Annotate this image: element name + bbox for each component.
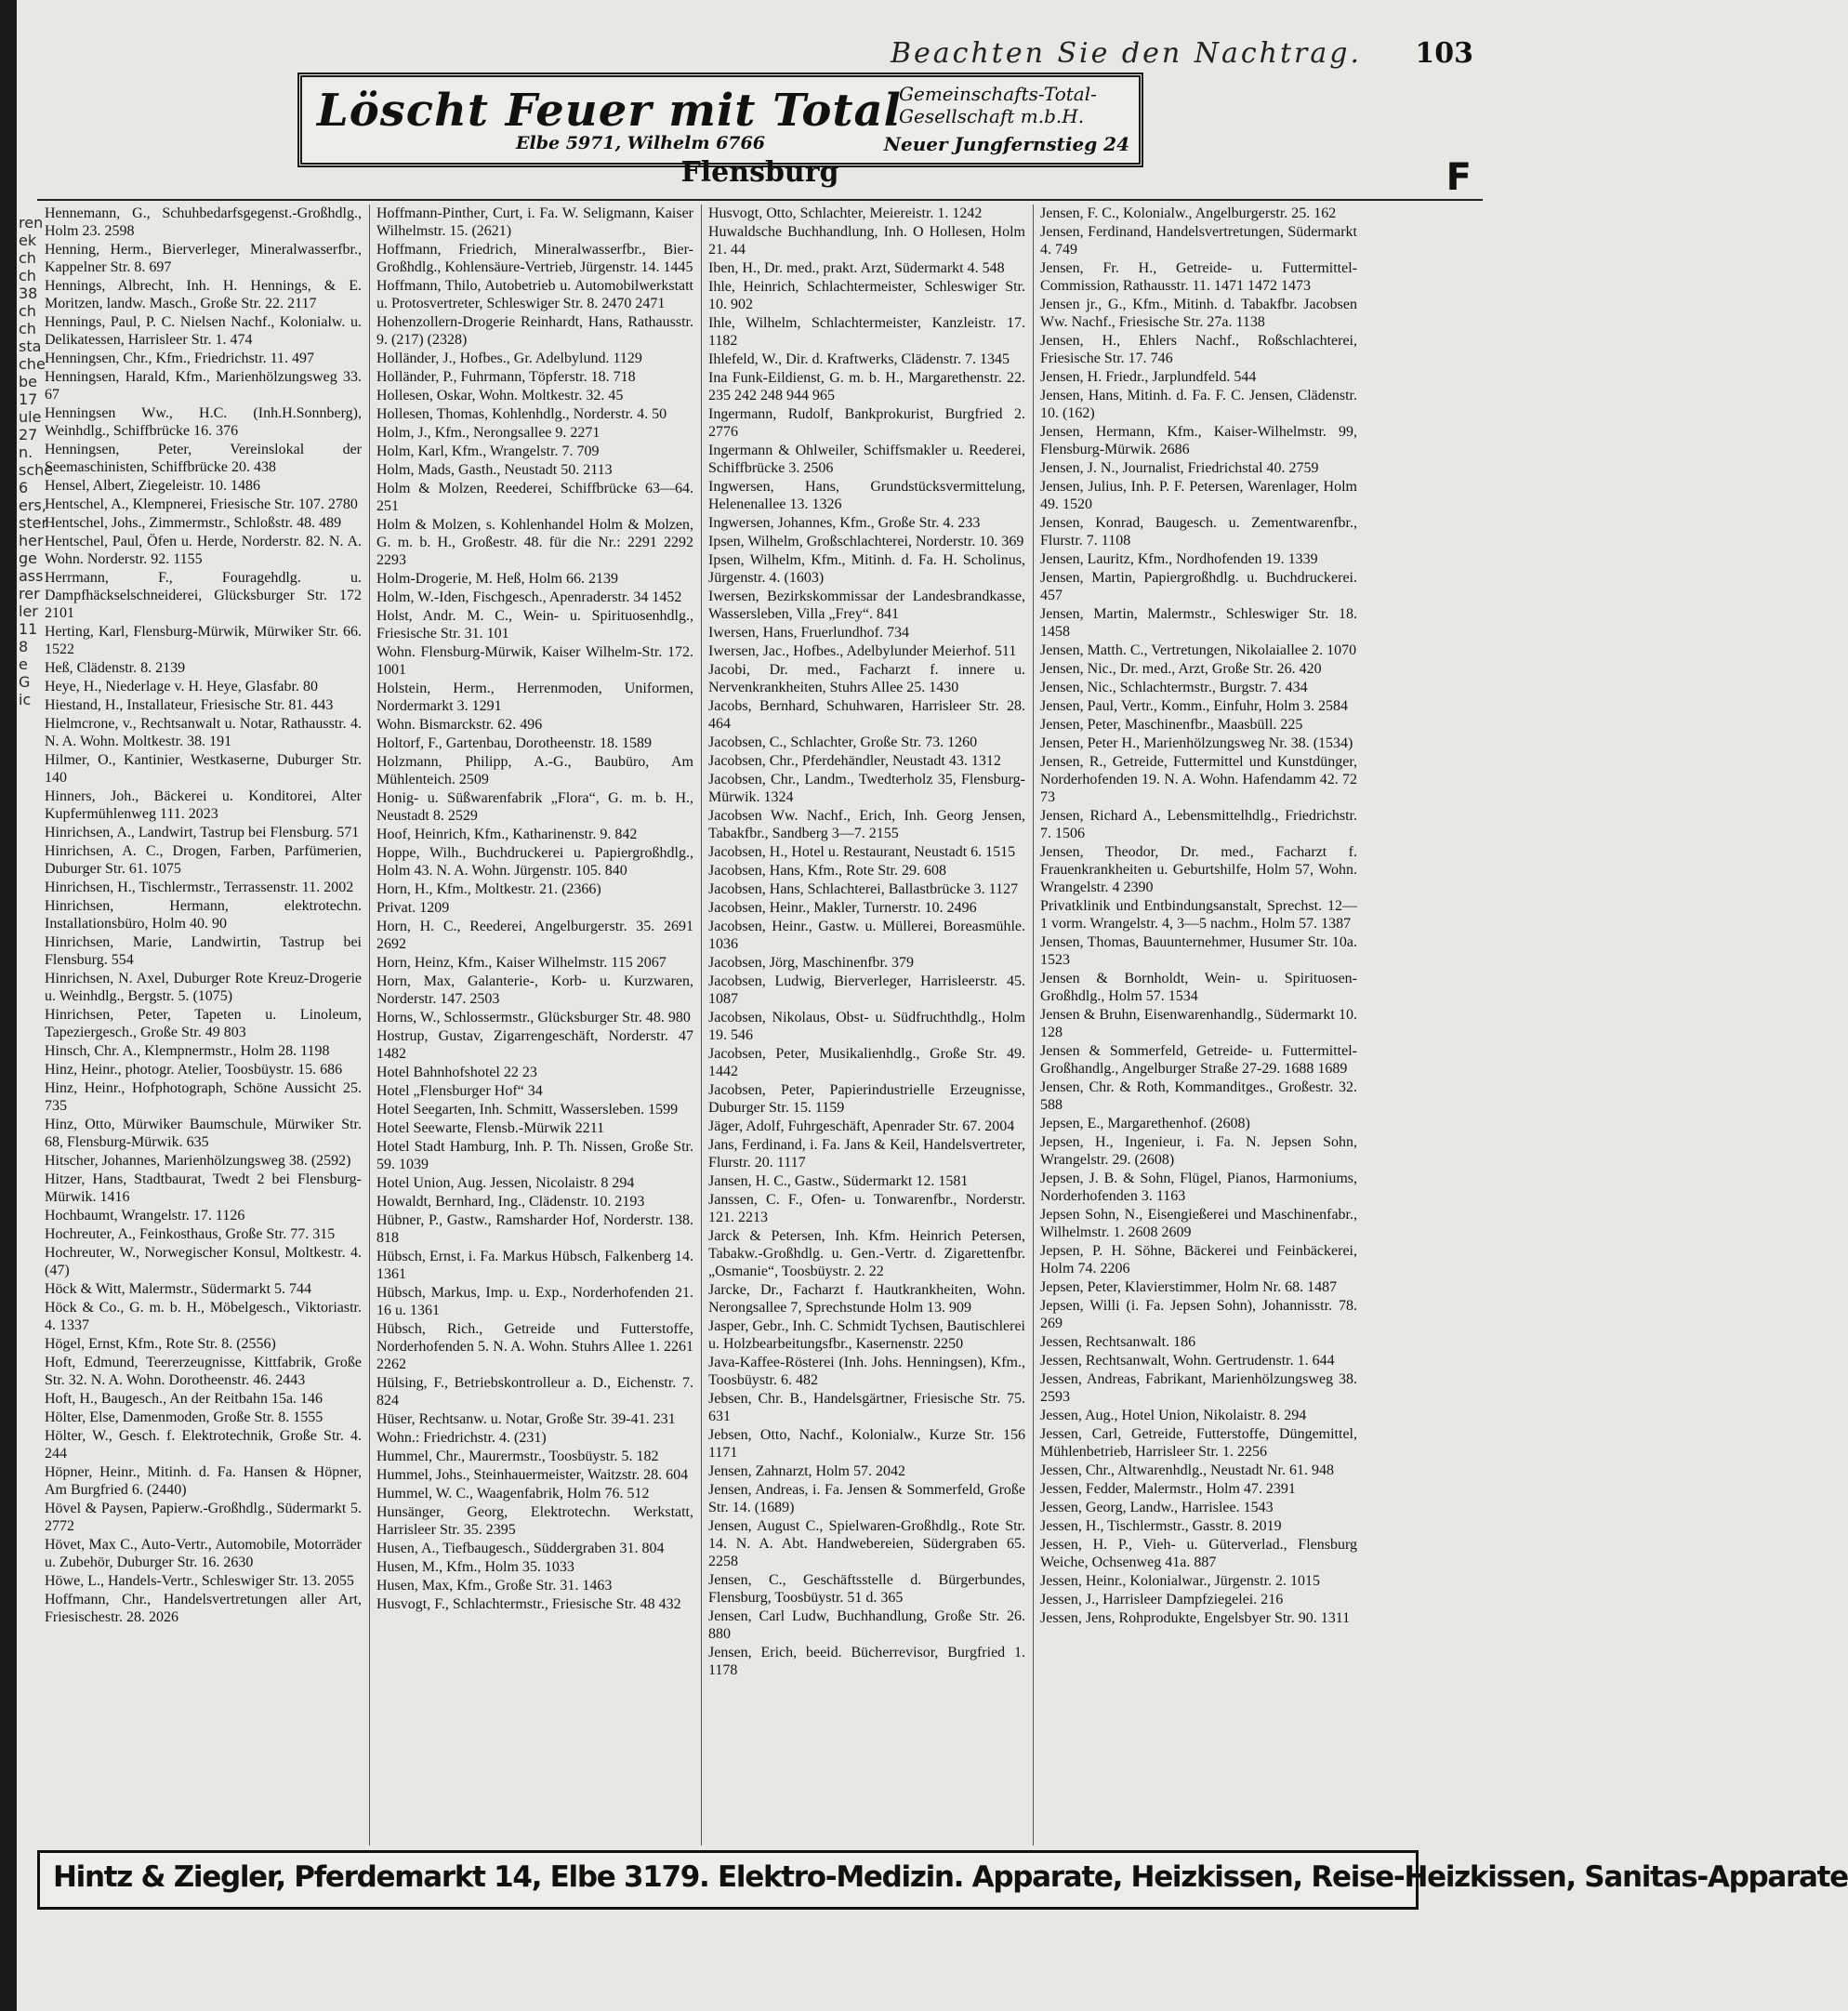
- directory-entry: Jensen, August C., Spielwaren-Großhdlg., Rote Str. 14. N. A. Abt. Handwebereien, Südergraben 65. 2258: [708, 1518, 1025, 1569]
- directory-entry: Iwersen, Jac., Hofbes., Adelbylunder Meierhof. 511: [708, 643, 1017, 659]
- directory-entry: Jacobsen, Nikolaus, Obst- u. Südfruchthdlg., Holm 19. 546: [708, 1010, 1025, 1043]
- directory-entry: Hinners, Joh., Bäckerei u. Konditorei, Alter Kupfermühlenweg 111. 2023: [45, 788, 362, 822]
- header-rule: [37, 199, 1483, 201]
- directory-entry: Ipsen, Wilhelm, Kfm., Mitinh. d. Fa. H. Scholinus, Jürgenstr. 4. (1603): [708, 552, 1025, 586]
- directory-entry: Hotel Stadt Hamburg, Inh. P. Th. Nissen, Große Str. 59. 1039: [376, 1139, 693, 1172]
- directory-entry: Jessen, H., Tischlermstr., Gasstr. 8. 2019: [1040, 1518, 1282, 1534]
- column-divider: [369, 205, 370, 1846]
- directory-entry: Hoffmann, Thilo, Autobetrieb u. Automobilwerkstatt u. Protosvertreter, Schleswiger Str. 8. 2470 2471: [376, 278, 693, 311]
- banner-company-name: Löscht Feuer mit Total: [317, 85, 902, 137]
- column-divider: [701, 205, 702, 1846]
- directory-entry: Ipsen, Wilhelm, Großschlachterei, Norderstr. 10. 369: [708, 534, 1024, 549]
- directory-entry: Hoof, Heinrich, Kfm., Katharinenstr. 9. 842: [376, 827, 638, 842]
- directory-entry: Hummel, Johs., Steinhauermeister, Waitzstr. 28. 604: [376, 1467, 689, 1483]
- directory-entry: Holm, J., Kfm., Nerongsallee 9. 2271: [376, 425, 601, 441]
- directory-entry: Hitscher, Johannes, Marienhölzungsweg 38. (2592): [45, 1153, 351, 1169]
- directory-entry: Henningsen, Peter, Vereinslokal der Seemaschinisten, Schiffbrücke 20. 438: [45, 442, 362, 475]
- directory-entry: Hülsing, F., Betriebskontrolleur a. D., Eichenstr. 7. 824: [376, 1375, 693, 1409]
- directory-entry: Hinrichsen, Hermann, elektrotechn. Installationsbüro, Holm 40. 90: [45, 898, 362, 932]
- directory-entry: Wohn.: Friedrichstr. 4. (231): [376, 1430, 547, 1446]
- directory-entry: Jacobsen, Ludwig, Bierverleger, Harrisleerstr. 45. 1087: [708, 973, 1025, 1007]
- directory-entry: Ihle, Wilhelm, Schlachtermeister, Kanzleistr. 17. 1182: [708, 315, 1025, 349]
- directory-entry: Hollesen, Thomas, Kohlenhdlg., Norderstr. 4. 50: [376, 406, 667, 422]
- directory-entry: Holm & Molzen, Reederei, Schiffbrücke 63—64. 251: [376, 481, 693, 514]
- directory-entry: Jensen, F. C., Kolonialw., Angelburgerstr. 25. 162: [1040, 205, 1337, 221]
- directory-entry: Iwersen, Bezirkskommissar der Landesbrandkasse, Wassersleben, Villa „Frey“. 841: [708, 589, 1025, 622]
- directory-entry: Honig- u. Süßwarenfabrik „Flora“, G. m. b. H., Neustadt 8. 2529: [376, 790, 693, 824]
- directory-entry: Ingwersen, Johannes, Kfm., Große Str. 4. 233: [708, 515, 981, 531]
- directory-entry: Hübsch, Ernst, i. Fa. Markus Hübsch, Falkenberg 14. 1361: [376, 1249, 693, 1282]
- directory-entry: Jensen, Thomas, Bauunternehmer, Husumer Str. 10a. 1523: [1040, 934, 1357, 968]
- page-number: 103: [1415, 37, 1473, 70]
- directory-entry: Horn, Max, Galanterie-, Korb- u. Kurzwaren, Norderstr. 147. 2503: [376, 973, 693, 1007]
- directory-entry: Henningsen Ww., H.C. (Inh.H.Sonnberg), Weinhdlg., Schiffbrücke 16. 376: [45, 405, 362, 439]
- directory-entry: Hotel Union, Aug. Jessen, Nicolaistr. 8 294: [376, 1175, 635, 1191]
- directory-entry: Iwersen, Hans, Fruerlundhof. 734: [708, 625, 909, 641]
- directory-entry: Holstein, Herm., Herrenmoden, Uniformen, Nordermarkt 3. 1291: [376, 681, 693, 714]
- directory-entry: Jepsen, E., Margarethenhof. (2608): [1040, 1116, 1250, 1131]
- directory-entry: Hoffmann, Friedrich, Mineralwasserfbr., Bier-Großhdlg., Kohlensäure-Vertrieb, Jürgenstr. 14. 1445: [376, 242, 693, 275]
- directory-entry: Jensen, Zahnarzt, Holm 57. 2042: [708, 1463, 905, 1479]
- directory-entry: Holst, Andr. M. C., Wein- u. Spirituosenhdlg., Friesische Str. 31. 101: [376, 608, 693, 642]
- directory-entry: Hielmcrone, v., Rechtsanwalt u. Notar, Rathausstr. 4. N. A. Wohn. Moltkestr. 38. 191: [45, 716, 362, 749]
- directory-entry: Henningsen, Chr., Kfm., Friedrichstr. 11. 497: [45, 351, 315, 366]
- directory-entry: Janssen, C. F., Ofen- u. Tonwarenfbr., Norderstr. 121. 2213: [708, 1192, 1025, 1225]
- directory-entry: Jepsen Sohn, N., Eisengießerei und Maschinenfabr., Wilhelmstr. 1. 2608 2609: [1040, 1207, 1357, 1240]
- directory-entry: Hollesen, Oskar, Wohn. Moltkestr. 32. 45: [376, 388, 624, 404]
- directory-entry: Jensen, Nic., Dr. med., Arzt, Große Str. 26. 420: [1040, 661, 1322, 677]
- directory-entry: Jensen, Andreas, i. Fa. Jensen & Sommerfeld, Große Str. 14. (1689): [708, 1482, 1025, 1515]
- directory-entry: Jensen, Martin, Papiergroßhdlg. u. Buchdruckerei. 457: [1040, 570, 1357, 603]
- directory-entry: Jessen, H. P., Vieh- u. Güterverlad., Flensburg Weiche, Ochsenweg 41a. 887: [1040, 1537, 1357, 1570]
- directory-entry: Jacobs, Bernhard, Schuhwaren, Harrisleer Str. 28. 464: [708, 698, 1025, 732]
- directory-entry: Hunsänger, Georg, Elektrotechn. Werkstatt, Harrisleer Str. 35. 2395: [376, 1504, 693, 1538]
- directory-entry: Jensen, Theodor, Dr. med., Facharzt f. Frauenkrankheiten u. Geburtshilfe, Holm 57, Wohn. Wrangelstr. 4 2390: [1040, 844, 1357, 895]
- directory-entry: Jasper, Gebr., Inh. C. Schmidt Tychsen, Bautischlerei u. Holzbearbeitungsfbr., Kasernenstr. 2250: [708, 1318, 1025, 1352]
- directory-entry: Hoft, H., Baugesch., An der Reitbahn 15a. 146: [45, 1391, 323, 1407]
- directory-entry: Wohn. Bismarckstr. 62. 496: [376, 717, 543, 733]
- directory-entry: Jensen, Chr. & Roth, Kommanditges., Großestr. 32. 588: [1040, 1079, 1357, 1113]
- directory-entry: Hoffmann-Pinther, Curt, i. Fa. W. Seligmann, Kaiser Wilhelmstr. 15. (2621): [376, 205, 693, 239]
- directory-entry: Jepsen, Willi (i. Fa. Jepsen Sohn), Johannisstr. 78. 269: [1040, 1298, 1357, 1331]
- directory-entry: Herrmann, F., Fouragehdlg. u. Dampfhäckselschneiderei, Glücksburger Str. 172 2101: [45, 570, 362, 621]
- directory-entry: Jensen, Paul, Vertr., Komm., Einfuhr, Holm 3. 2584: [1040, 698, 1349, 714]
- directory-entry: Horn, H., Kfm., Moltkestr. 21. (2366): [376, 881, 601, 897]
- directory-entry: Holländer, J., Hofbes., Gr. Adelbylund. 1129: [376, 351, 642, 366]
- directory-entry: Holtorf, F., Gartenbau, Dorotheenstr. 18. 1589: [376, 735, 652, 751]
- directory-entry: Husvogt, F., Schlachtermstr., Friesische Str. 48 432: [376, 1596, 681, 1612]
- directory-entry: Hinrichsen, Peter, Tapeten u. Linoleum, Tapeziergesch., Große Str. 49 803: [45, 1007, 362, 1040]
- directory-entry: Holländer, P., Fuhrmann, Töpferstr. 18. 718: [376, 369, 636, 385]
- directory-entry: Jensen, Matth. C., Vertretungen, Nikolaiallee 2. 1070: [1040, 642, 1357, 658]
- directory-entry: Husvogt, Otto, Schlachter, Meiereistr. 1. 1242: [708, 205, 983, 221]
- directory-entry: Jensen, Richard A., Lebensmittelhdlg., Friedrichstr. 7. 1506: [1040, 808, 1357, 841]
- column-divider: [1033, 205, 1034, 1846]
- column-3: [701, 205, 1033, 1846]
- directory-entry: Hövel & Paysen, Papierw.-Großhdlg., Südermarkt 5. 2772: [45, 1501, 362, 1534]
- city-heading: Flensburg: [680, 156, 839, 189]
- directory-entry: Jacobsen Ww. Nachf., Erich, Inh. Georg Jensen, Tabakfbr., Sandberg 3—7. 2155: [708, 808, 1025, 841]
- directory-entry: Husen, A., Tiefbaugesch., Süddergraben 31. 804: [376, 1541, 665, 1556]
- directory-entry: Heß, Clädenstr. 8. 2139: [45, 660, 186, 676]
- directory-entry: Hinrichsen, N. Axel, Duburger Rote Kreuz-Drogerie u. Weinhdlg., Bergstr. 5. (1075): [45, 971, 362, 1004]
- directory-entry: Hinz, Otto, Mürwiker Baumschule, Mürwiker Str. 68, Flensburg-Mürwik. 635: [45, 1117, 362, 1150]
- directory-entry: Hostrup, Gustav, Zigarrengeschäft, Norderstr. 47 1482: [376, 1028, 693, 1062]
- directory-entry: Hensel, Albert, Ziegeleistr. 10. 1486: [45, 478, 260, 494]
- directory-entry: Hinz, Heinr., Hofphotograph, Schöne Aussicht 25. 735: [45, 1080, 362, 1114]
- directory-entry: Jacobi, Dr. med., Facharzt f. innere u. Nervenkrankheiten, Stuhrs Allee 25. 1430: [708, 662, 1025, 695]
- advertisement-banner: [297, 73, 1143, 167]
- scan-binding-edge: [0, 0, 17, 2011]
- directory-entry: Hotel Seewarte, Flensb.-Mürwik 2211: [376, 1120, 605, 1136]
- directory-entry: Jacobsen, Heinr., Makler, Turnerstr. 10. 2496: [708, 900, 977, 916]
- directory-entry: Heye, H., Niederlage v. H. Heye, Glasfabr. 80: [45, 679, 318, 695]
- directory-entry: Wohn. Flensburg-Mürwik, Kaiser Wilhelm-Str. 172. 1001: [376, 644, 693, 678]
- directory-entry: Jensen & Bruhn, Eisenwarenhandlg., Südermarkt 10. 128: [1040, 1007, 1357, 1040]
- directory-entry: Hohenzollern-Drogerie Reinhardt, Hans, Rathausstr. 9. (217) (2328): [376, 314, 693, 348]
- directory-entry: Henning, Herm., Bierverleger, Mineralwasserfbr., Kappelner Str. 8. 697: [45, 242, 362, 275]
- section-letter: F: [1445, 156, 1472, 199]
- directory-entry: Jensen, Lauritz, Kfm., Nordhofenden 19. 1339: [1040, 551, 1318, 567]
- directory-entry: Hübsch, Rich., Getreide und Futterstoffe, Norderhofenden 5. N. A. Wohn. Stuhrs Allee 1. 2261 2262: [376, 1321, 693, 1372]
- directory-entry: Ingwersen, Hans, Grundstücksvermittelung, Helenenallee 13. 1326: [708, 479, 1025, 512]
- directory-entry: Jacobsen, Hans, Kfm., Rote Str. 29. 608: [708, 863, 946, 879]
- directory-entry: Jacobsen, H., Hotel u. Restaurant, Neustadt 6. 1515: [708, 844, 1016, 860]
- directory-entry: Henningsen, Harald, Kfm., Marienhölzungsweg 33. 67: [45, 369, 362, 403]
- directory-entry: Hoft, Edmund, Teererzeugnisse, Kittfabrik, Große Str. 32. N. A. Wohn. Dorotheenstr. 46. 2443: [45, 1355, 362, 1388]
- directory-entry: Jensen & Sommerfeld, Getreide- u. Futtermittel-Großhandlg., Angelburger Straße 27-29. 1688 1689: [1040, 1043, 1357, 1077]
- column-1: [37, 205, 369, 1846]
- directory-entry: Jensen, Ferdinand, Handelsvertretungen, Südermarkt 4. 749: [1040, 224, 1357, 258]
- directory-entry: Hilmer, O., Kantinier, Westkaserne, Duburger Str. 140: [45, 752, 362, 786]
- banner-phones: Elbe 5971, Wilhelm 6766: [516, 133, 765, 153]
- directory-entry: Jepsen, H., Ingenieur, i. Fa. N. Jepsen Sohn, Wrangelstr. 29. (2608): [1040, 1134, 1357, 1168]
- directory-entry: Jensen jr., G., Kfm., Mitinh. d. Tabakfbr. Jacobsen Ww. Nachf., Friesische Str. 27a. 1138: [1040, 297, 1357, 330]
- directory-entry: Jessen, Jens, Rohprodukte, Engelsbyer Str. 90. 1311: [1040, 1610, 1351, 1626]
- directory-entry: Jepsen, Peter, Klavierstimmer, Holm Nr. 68. 1487: [1040, 1279, 1338, 1295]
- directory-entry: Jessen, Georg, Landw., Harrislee. 1543: [1040, 1500, 1274, 1515]
- directory-entry: Hölter, Else, Damenmoden, Große Str. 8. 1555: [45, 1409, 323, 1425]
- directory-entry: Höck & Co., G. m. b. H., Möbelgesch., Viktoriastr. 4. 1337: [45, 1300, 362, 1333]
- directory-entry: Jensen, R., Getreide, Futtermittel und Kunstdünger, Norderhofenden 19. N. A. Wohn. Hafendamm 42. 72 73: [1040, 754, 1357, 805]
- directory-entry: Jessen, Rechtsanwalt. 186: [1040, 1334, 1196, 1350]
- directory-entry: Ihle, Heinrich, Schlachtermeister, Schleswiger Str. 10. 902: [708, 279, 1025, 312]
- directory-entry: Huwaldsche Buchhandlung, Inh. O Hollesen, Holm 21. 44: [708, 224, 1025, 258]
- directory-entry: Hennings, Paul, P. C. Nielsen Nachf., Kolonialw. u. Delikatessen, Harrisleer Str. 1. 474: [45, 314, 362, 348]
- directory-entry: Jarck & Petersen, Inh. Kfm. Heinrich Petersen, Tabakw.-Großhdlg. u. Gen.-Vertr. d. Zigarettenfbr. „Osmanie“, Toosbüystr. 2. 22: [708, 1228, 1025, 1279]
- directory-entry: Hinz, Heinr., photogr. Atelier, Toosbüystr. 15. 686: [45, 1062, 343, 1078]
- directory-entry: Jensen, H. Friedr., Jarplundfeld. 544: [1040, 369, 1257, 385]
- directory-entry: Herting, Karl, Flensburg-Mürwik, Mürwiker Str. 66. 1522: [45, 624, 362, 657]
- directory-entry: Ingermann, Rudolf, Bankprokurist, Burgfried 2. 2776: [708, 406, 1025, 440]
- directory-entry: Hochreuter, W., Norwegischer Konsul, Moltkestr. 4. (47): [45, 1245, 362, 1278]
- directory-entry: Jacobsen, Chr., Pferdehändler, Neustadt 43. 1312: [708, 753, 1001, 769]
- directory-entry: Hentschel, Johs., Zimmermstr., Schloßstr. 48. 489: [45, 515, 342, 531]
- footer-advertisement: [37, 1850, 1848, 1910]
- directory-entry: Hinrichsen, A. C., Drogen, Farben, Parfümerien, Duburger Str. 61. 1075: [45, 843, 362, 877]
- directory-entry: Jacobsen, Peter, Papierindustrielle Erzeugnisse, Duburger Str. 15. 1159: [708, 1082, 1025, 1116]
- directory-entry: Jacobsen, Chr., Landm., Twedterholz 35, Flensburg-Mürwik. 1324: [708, 772, 1025, 805]
- directory-entry: Hinrichsen, H., Tischlermstr., Terrassenstr. 11. 2002: [45, 880, 354, 895]
- directory-entry: Husen, Max, Kfm., Große Str. 31. 1463: [376, 1578, 613, 1594]
- directory-entry: Jebsen, Chr. B., Handelsgärtner, Friesische Str. 75. 631: [708, 1391, 1025, 1424]
- directory-entry: Hentschel, A., Klempnerei, Friesische Str. 107. 2780: [45, 496, 358, 512]
- directory-entry: Hummel, W. C., Waagenfabrik, Holm 76. 512: [376, 1486, 650, 1502]
- directory-entry: Jensen, Nic., Schlachtermstr., Burgstr. 7. 434: [1040, 680, 1308, 695]
- directory-entry: Jensen, Julius, Inh. P. F. Petersen, Warenlager, Holm 49. 1520: [1040, 479, 1357, 512]
- directory-entry: Hölter, W., Gesch. f. Elektrotechnik, Große Str. 4. 244: [45, 1428, 362, 1462]
- directory-entry: Jensen, C., Geschäftsstelle d. Bürgerbundes, Flensburg, Toosbüystr. 51 d. 365: [708, 1572, 1025, 1606]
- directory-entry: Jacobsen, Jörg, Maschinenfbr. 379: [708, 955, 914, 971]
- directory-entry: Privatklinik und Entbindungsanstalt, Sprechst. 12—1 vorm. Wrangelstr. 4, 3—5 nachm., Holm 57. 1387: [1040, 898, 1357, 932]
- directory-entry: Privat. 1209: [376, 900, 450, 916]
- directory-entry: Jacobsen, Peter, Musikalienhdlg., Große Str. 49. 1442: [708, 1046, 1025, 1079]
- directory-entry: Jacobsen, Hans, Schlachterei, Ballastbrücke 3. 1127: [708, 881, 1019, 897]
- directory-entry: Hüser, Rechtsanw. u. Notar, Große Str. 39-41. 231: [376, 1411, 676, 1427]
- directory-entry: Jepsen, J. B. & Sohn, Flügel, Pianos, Harmoniums, Norderhofenden 3. 1163: [1040, 1171, 1357, 1204]
- directory-entry: Jacobsen, C., Schlachter, Große Str. 73. 1260: [708, 734, 978, 750]
- directory-entry: Jansen, H. C., Gastw., Südermarkt 12. 1581: [708, 1173, 969, 1189]
- directory-entry: Holm, Mads, Gasth., Neustadt 50. 2113: [376, 462, 613, 478]
- directory-entry: Horn, Heinz, Kfm., Kaiser Wilhelmstr. 115 2067: [376, 955, 667, 971]
- directory-entry: Horn, H. C., Reederei, Angelburgerstr. 35. 2691 2692: [376, 919, 693, 952]
- directory-entry: Jensen, H., Ehlers Nachf., Roßschlachterei, Friesische Str. 17. 746: [1040, 333, 1357, 366]
- directory-entry: Husen, M., Kfm., Holm 35. 1033: [376, 1559, 574, 1575]
- directory-entry: Hennemann, G., Schuhbedarfsgegenst.-Großhdlg., Holm 23. 2598: [45, 205, 362, 239]
- directory-entry: Holzmann, Philipp, A.-G., Baubüro, Am Mühlenteich. 2509: [376, 754, 693, 787]
- directory-entry: Jans, Ferdinand, i. Fa. Jans & Keil, Handelsvertreter, Flurstr. 20. 1117: [708, 1137, 1025, 1171]
- directory-entry: Jensen, Konrad, Baugesch. u. Zementwarenfbr., Flurstr. 7. 1108: [1040, 515, 1357, 549]
- directory-entry: Jäger, Adolf, Fuhrgeschäft, Apenrader Str. 67. 2004: [708, 1118, 1015, 1134]
- directory-columns: [37, 205, 1483, 1846]
- directory-entry: Jessen, Chr., Altwarenhdlg., Neustadt Nr. 61. 948: [1040, 1462, 1334, 1478]
- directory-entry: Hövet, Max C., Auto-Vertr., Automobile, Motorräder u. Zubehör, Duburger Str. 16. 2630: [45, 1537, 362, 1570]
- directory-entry: Jensen, Fr. H., Getreide- u. Futtermittel-Commission, Rathausstr. 11. 1471 1472 1473: [1040, 260, 1357, 294]
- directory-entry: Hiestand, H., Installateur, Friesische Str. 81. 443: [45, 697, 334, 713]
- directory-entry: Jacobsen, Heinr., Gastw. u. Müllerei, Boreasmühle. 1036: [708, 919, 1025, 952]
- directory-entry: Jessen, Heinr., Kolonialwar., Jürgenstr. 2. 1015: [1040, 1573, 1321, 1589]
- directory-entry: Hoppe, Wilh., Buchdruckerei u. Papiergroßhdlg., Holm 43. N. A. Wohn. Jürgenstr. 105. 840: [376, 845, 693, 879]
- banner-address: Neuer Jungfernstieg 24: [883, 133, 1129, 155]
- directory-entry: Holm & Molzen, s. Kohlenhandel Holm & Molzen, G. m. b. H., Großestr. 48. für die Nr.: 2291 2292 2293: [376, 517, 693, 568]
- directory-entry: Hochbaumt, Wrangelstr. 17. 1126: [45, 1208, 245, 1224]
- directory-entry: Jessen, Rechtsanwalt, Wohn. Gertrudenstr. 1. 644: [1040, 1353, 1335, 1369]
- column-2: [369, 205, 701, 1846]
- directory-entry: Hinrichsen, A., Landwirt, Tastrup bei Flensburg. 571: [45, 825, 360, 840]
- directory-entry: Hotel Bahnhofshotel 22 23: [376, 1065, 537, 1080]
- directory-entry: Java-Kaffee-Rösterei (Inh. Johs. Henningsen), Kfm., Toosbüystr. 6. 482: [708, 1355, 1025, 1388]
- directory-entry: Jensen, Martin, Malermstr., Schleswiger Str. 18. 1458: [1040, 606, 1357, 640]
- banner-company-form: Gemeinschafts-Total-Gesellschaft m.b.H.: [899, 83, 1097, 127]
- directory-entry: Hentschel, Paul, Öfen u. Herde, Norderstr. 82. N. A. Wohn. Norderstr. 92. 1155: [45, 534, 362, 567]
- directory-entry: Hinrichsen, Marie, Landwirtin, Tastrup bei Flensburg. 554: [45, 934, 362, 968]
- directory-entry: Ina Funk-Eildienst, G. m. b. H., Margarethenstr. 22. 235 242 248 944 965: [708, 370, 1025, 404]
- directory-entry: Hinsch, Chr. A., Klempnermstr., Holm 28. 1198: [45, 1043, 330, 1059]
- adjacent-page-fragment: ren ek ch ch 38 ch ch sta che be 17 ule 27 n. sche 6 ers, ster her ge ass rer ler 11 8 e G ic: [19, 214, 54, 708]
- directory-entry: Hotel „Flensburger Hof“ 34: [376, 1083, 543, 1099]
- footer-ad-text: Hintz & Ziegler, Pferdemarkt 14, Elbe 3179. Elektro-Medizin. Apparate, Heizkissen, Reise-Heizkissen, Sanitas-Apparate: [53, 1860, 1848, 1894]
- directory-entry: Höwe, L., Handels-Vertr., Schleswiger Str. 13. 2055: [45, 1573, 354, 1589]
- directory-entry: Hotel Seegarten, Inh. Schmitt, Wassersleben. 1599: [376, 1102, 679, 1118]
- directory-entry: Jensen, Hermann, Kfm., Kaiser-Wilhelmstr. 99, Flensburg-Mürwik. 2686: [1040, 424, 1357, 457]
- directory-entry: Jensen, Peter H., Marienhölzungsweg Nr. 38. (1534): [1040, 735, 1353, 751]
- directory-entry: Hummel, Chr., Maurermstr., Toosbüystr. 5. 182: [376, 1449, 659, 1464]
- directory-entry: Jensen & Bornholdt, Wein- u. Spirituosen-Großhdlg., Holm 57. 1534: [1040, 971, 1357, 1004]
- directory-entry: Jessen, J., Harrisleer Dampfziegelei. 216: [1040, 1592, 1284, 1607]
- directory-entry: Hennings, Albrecht, Inh. H. Hennings, & E. Moritzen, landw. Masch., Große Str. 22. 2117: [45, 278, 362, 311]
- directory-entry: Hoffmann, Chr., Handelsvertretungen aller Art, Friesischestr. 28. 2026: [45, 1592, 362, 1625]
- directory-entry: Holm, W.-Iden, Fischgesch., Apenraderstr. 34 1452: [376, 589, 682, 605]
- directory-entry: Jebsen, Otto, Nachf., Kolonialw., Kurze Str. 156 1171: [708, 1427, 1025, 1461]
- directory-entry: Holm, Karl, Kfm., Wrangelstr. 7. 709: [376, 443, 600, 459]
- directory-page: [37, 0, 1848, 2011]
- directory-entry: Högel, Ernst, Kfm., Rote Str. 8. (2556): [45, 1336, 276, 1352]
- directory-entry: Höck & Witt, Malermstr., Südermarkt 5. 744: [45, 1281, 312, 1297]
- directory-entry: Jessen, Fedder, Malermstr., Holm 47. 2391: [1040, 1481, 1296, 1497]
- directory-entry: Jensen, Peter, Maschinenfbr., Maasbüll. 225: [1040, 717, 1303, 733]
- directory-entry: Jessen, Aug., Hotel Union, Nikolaistr. 8. 294: [1040, 1408, 1307, 1423]
- running-head: Beachten Sie den Nachtrag.: [890, 37, 1362, 70]
- directory-entry: Jensen, Carl Ludw, Buchhandlung, Große Str. 26. 880: [708, 1608, 1025, 1642]
- directory-entry: Höpner, Heinr., Mitinh. d. Fa. Hansen & Höpner, Am Burgfried 6. (2440): [45, 1464, 362, 1498]
- directory-entry: Jessen, Andreas, Fabrikant, Marienhölzungsweg 38. 2593: [1040, 1371, 1357, 1405]
- directory-entry: Jessen, Carl, Getreide, Futterstoffe, Düngemittel, Mühlenbetrieb, Harrisleer Str. 1. 2256: [1040, 1426, 1357, 1460]
- directory-entry: Jensen, Erich, beeid. Bücherrevisor, Burgfried 1. 1178: [708, 1645, 1025, 1678]
- directory-entry: Ingermann & Ohlweiler, Schiffsmakler u. Reederei, Schiffbrücke 3. 2506: [708, 443, 1025, 476]
- directory-entry: Jepsen, P. H. Söhne, Bäckerei und Feinbäckerei, Holm 74. 2206: [1040, 1243, 1357, 1277]
- directory-entry: Jensen, Hans, Mitinh. d. Fa. F. C. Jensen, Clädenstr. 10. (162): [1040, 388, 1357, 421]
- directory-entry: Hochreuter, A., Feinkosthaus, Große Str. 77. 315: [45, 1226, 336, 1242]
- directory-entry: Ihlefeld, W., Dir. d. Kraftwerks, Clädenstr. 7. 1345: [708, 351, 1010, 367]
- directory-entry: Horns, W., Schlossermstr., Glücksburger Str. 48. 980: [376, 1010, 691, 1025]
- directory-entry: Howaldt, Bernhard, Ing., Clädenstr. 10. 2193: [376, 1194, 645, 1210]
- directory-entry: Jensen, J. N., Journalist, Friedrichstal 40. 2759: [1040, 460, 1319, 476]
- directory-entry: Jarcke, Dr., Facharzt f. Hautkrankheiten, Wohn. Nerongsallee 7, Sprechstunde Holm 13. 909: [708, 1282, 1025, 1316]
- directory-entry: Hübsch, Markus, Imp. u. Exp., Norderhofenden 21. 16 u. 1361: [376, 1285, 693, 1318]
- directory-entry: Hübner, P., Gastw., Ramsharder Hof, Norderstr. 138. 818: [376, 1212, 693, 1246]
- column-4: [1033, 205, 1365, 1846]
- directory-entry: Holm-Drogerie, M. Heß, Holm 66. 2139: [376, 571, 618, 587]
- directory-entry: Iben, H., Dr. med., prakt. Arzt, Südermarkt 4. 548: [708, 260, 1005, 276]
- directory-entry: Hitzer, Hans, Stadtbaurat, Twedt 2 bei Flensburg-Mürwik. 1416: [45, 1171, 362, 1205]
